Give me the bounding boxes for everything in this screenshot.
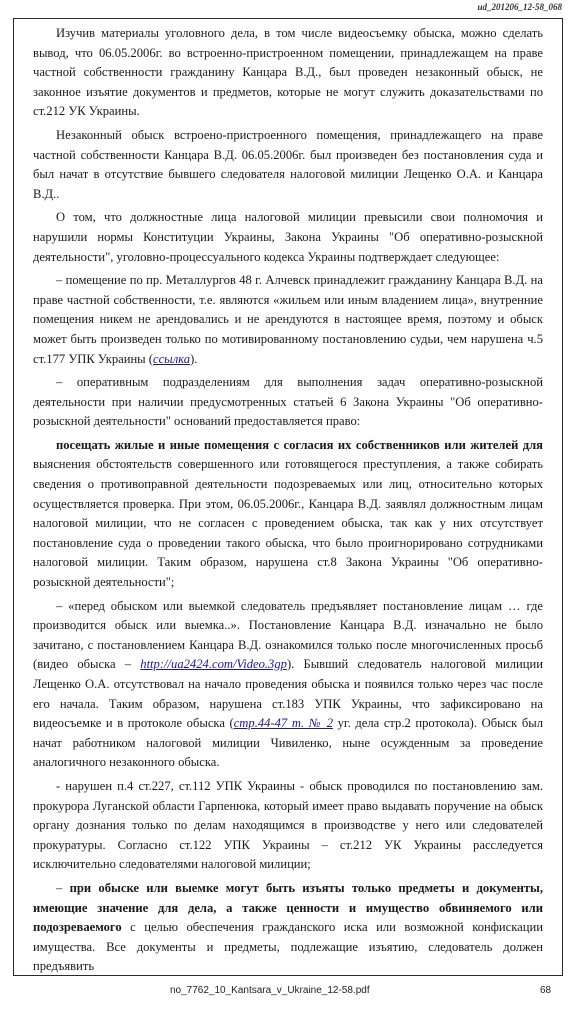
video-link[interactable]: http://ua2424.com/Video.3gp: [140, 657, 287, 672]
paragraph: [33, 597, 543, 773]
reference-link[interactable]: ссылка: [153, 351, 191, 366]
paragraph: Изучив материалы уголовного дела, в том числе видеосъемку обыска, можно сделать вывод, что 06.05.2006г. во встроенно-пристроенном помещении, принадлежащем на праве частной собственности гражданину Канцара В.Д., был проведен незаконный обыск, не законное изъятие документов и предметов, которые не могут служить доказательствами по ст.212 УК Украины.: [33, 26, 543, 119]
paragraph: О том, что должностные лица налоговой милиции превысили свои полномочия и нарушили нормы Конституции Украины, Закона Украины "Об оперативно-розыскной деятельности", уголовно-процессуального кодекса Украины подтверждает следующее:: [33, 210, 543, 264]
document-body: [33, 24, 543, 977]
paragraph: Незаконный обыск встроено-пристроенного помещения, принадлежащего на праве частной собственности Канцара В.Д. 06.05.2006г. был произведен без постановления суда и был начат в отсутствие бывшего следователя налоговой милиции Лещенко О.А. и Канцара В.Д..: [33, 127, 543, 201]
emphasis-text: при обыске или выемке могут быть изъяты только предметы и документы, имеющие значение для дела, а также ценности и имущество обвиняемого или подозреваемого: [33, 880, 543, 935]
document-id: ud_201206_12-58_068: [477, 2, 562, 12]
paragraph-text: –: [56, 880, 70, 895]
paragraph: [33, 879, 543, 977]
paragraph: [33, 436, 543, 593]
emphasis-text: посещать жилые и иные помещения с согласия их собственников или жителей для: [56, 437, 543, 452]
paragraph: [33, 271, 543, 369]
paragraph-text: ). Бывший следователь налоговой милиции Лещенко О.А. отсутствовал на начало проведения обыска и появился только через час после его начала. Таким образом, нарушена ст.183 УПК Украины, что зафиксировано на видеосъемке и в протоколе обыска (: [33, 657, 543, 731]
paragraph-text: – помещение по пр. Металлургов 48 г. Алчевск принадлежит гражданину Канцара В.Д. на праве частной собственности, т.е. являются «жильем или иным владением лица», внутренние помещения никем не арендовались и не арендуются в настоящее время, поэтому и обыск может быть произведен только по мотивированному постановлению судьи, чем нарушена ч.5 ст.177 УПК Украины (: [33, 273, 543, 366]
case-file-link[interactable]: стр.44-47 т. № 2: [233, 716, 333, 731]
footer-filename: no_7762_10_Kantsara_v_Ukraine_12-58.pdf: [170, 985, 370, 996]
paragraph-text: уг. дела стр.2 протокола). Обыск был начат работником налоговой милиции Чивиленко, ныне осужденным за проведение аналогичного незаконного обыска.: [33, 716, 544, 770]
page-number: 68: [540, 985, 552, 996]
paragraph-text: ).: [190, 351, 198, 366]
paragraph-text: выяснения обстоятельств совершенного или готовящегося преступления, а также собирать сведения о противоправной деятельности подозреваемых или лиц, относительно которых осуществляется проверка. При этом, 06.05.2006г., Канцара В.Д. заявлял должностным лицам налоговой милиции, что не согласен с проведением обыска, так как у них отсутствует постановление суда о проведении такого обыска, что было проигнорировано сотрудниками налоговой милиции. Таким образом, нарушена ст.8 Закона Украины "Об оперативно-розыскной деятельности";: [33, 457, 543, 590]
paragraph-text: с целью обеспечения гражданского иска или возможной конфискации имущества. Все документы и предметы, подлежащие изъятию, следователь должен предъявить: [33, 920, 543, 974]
paragraph: – оперативным подразделениям для выполнения задач оперативно-розыскной деятельности при наличии предусмотренных статьей 6 Закона Украины "Об оперативно-розыскной деятельности" оснований предоставляется право:: [33, 375, 543, 429]
paragraph: - нарушен п.4 ст.227, ст.112 УПК Украины - обыск проводился по постановлению зам. прокурора Луганской области Гарпенюка, который имеет право выдавать поручение на обыск органу дознания только по делам находящимся в производстве у него или следователей прокуратуры. Согласно ст.122 УПК Украины – ст.212 УК Украины расследуется исключительно следователями налоговой милиции;: [33, 778, 543, 872]
paragraph-text: – «перед обыском или выемкой следователь предъявляет постановление лицам … где производится обыск или выемка..». Постановление Канцара В.Д. изначально не было зачитано, с постановлением Канцара В.Д. ознакомился только после многочисленных просьб (видео обыска –: [33, 598, 543, 672]
